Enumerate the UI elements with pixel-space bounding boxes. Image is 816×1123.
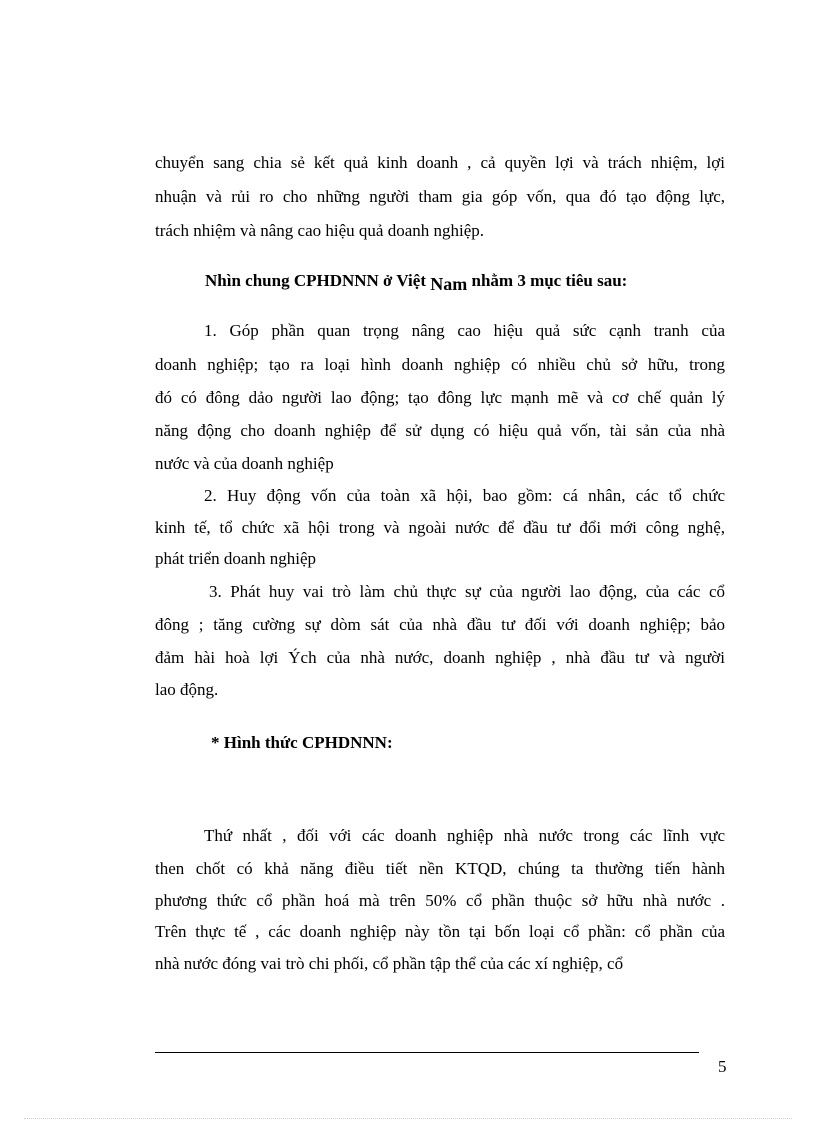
- body-text-line: Trên thực tế , các doanh nghiệp này tồn tại bốn loại cổ phần: cổ phần của: [155, 922, 725, 941]
- section-heading-forms: * Hình thức CPHDNNN:: [211, 733, 393, 752]
- body-text-line: chuyển sang chia sẻ kết quả kinh doanh , cả quyền lợi và trách nhiệm, lợi: [155, 153, 725, 172]
- body-text-line: đảm hài hoà lợi Ých của nhà nước, doanh nghiệp , nhà đầu tư và người: [155, 648, 725, 667]
- body-text-line: Thứ nhất , đối với các doanh nghiệp nhà nước trong các lĩnh vực: [204, 826, 725, 845]
- list-item-goal-1: 1. Góp phần quan trọng nâng cao hiệu quả sức cạnh tranh của: [204, 321, 725, 340]
- list-item-goal-3: 3. Phát huy vai trò làm chủ thực sự của người lao động, của các cổ: [209, 582, 725, 601]
- body-text-line: nước và của doanh nghiệp: [155, 454, 334, 473]
- body-text-line: phát triển doanh nghiệp: [155, 549, 316, 568]
- page-bottom-border: [24, 1118, 792, 1119]
- body-text-line: doanh nghiệp; tạo ra loại hình doanh nghiệp có nhiều chủ sở hữu, trong: [155, 355, 725, 374]
- heading-text-lowered: Nam: [430, 274, 468, 294]
- body-text-line: nhà nước đóng vai trò chi phối, cổ phần tập thể của các xí nghiệp, cổ: [155, 954, 624, 973]
- body-text-line: đó có đông dảo người lao động; tạo đông lực mạnh mẽ và cơ chế quản lý: [155, 388, 725, 407]
- body-text-line: đông ; tăng cường sự dòm sát của nhà đầu tư đối với doanh nghiệp; bảo: [155, 615, 725, 634]
- body-text-line: trách nhiệm và nâng cao hiệu quả doanh nghiệp.: [155, 221, 485, 240]
- body-text-line: kinh tế, tổ chức xã hội trong và ngoài nước để đầu tư đổi mới công nghệ,: [155, 518, 725, 537]
- body-text-line: năng động cho doanh nghiệp để sử dụng có hiệu quả vốn, tài sản của nhà: [155, 421, 725, 440]
- list-item-goal-2: 2. Huy động vốn của toàn xã hội, bao gồm: cá nhân, các tổ chức: [204, 486, 725, 505]
- body-text-line: lao động.: [155, 680, 219, 699]
- page-number: 5: [718, 1057, 727, 1076]
- section-heading-goals: [205, 270, 628, 294]
- body-text-line: nhuận và rủi ro cho những người tham gia góp vốn, qua đó tạo động lực,: [155, 187, 725, 206]
- body-text-line: phương thức cổ phần hoá mà trên 50% cổ phần thuộc sở hữu nhà nước .: [155, 891, 725, 910]
- heading-text-part: Nhìn chung CPHDNNN ở Việt: [205, 271, 431, 290]
- heading-text-part: nhằm 3 mục tiêu sau:: [467, 271, 628, 290]
- body-text-line: then chốt có khả năng điều tiết nền KTQD, chúng ta thường tiến hành: [155, 859, 725, 878]
- footer-divider: [155, 1052, 699, 1053]
